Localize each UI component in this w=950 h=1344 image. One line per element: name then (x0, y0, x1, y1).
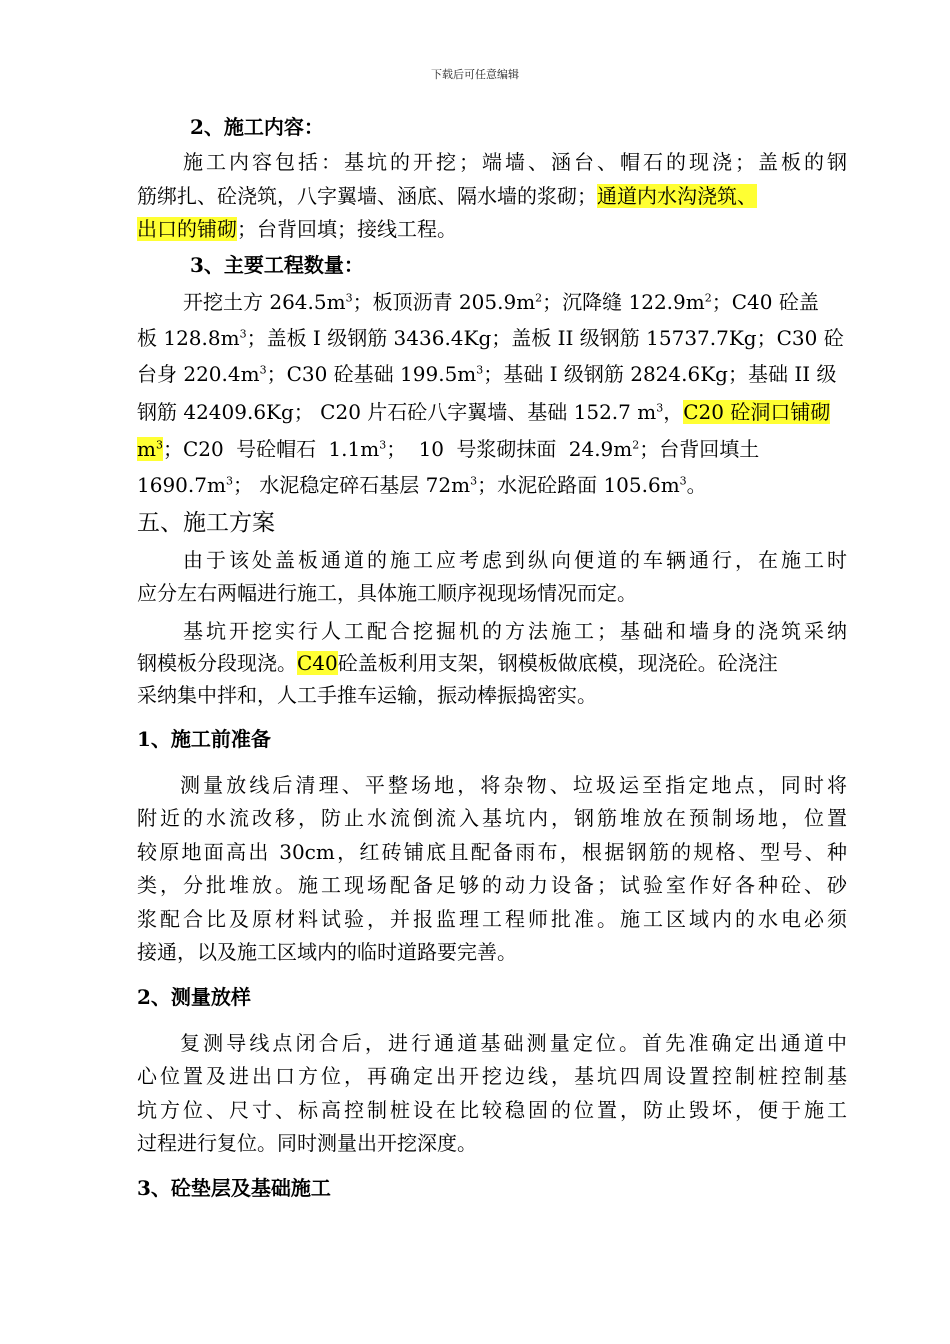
superscript: 3 (379, 438, 387, 452)
paragraph-line (137, 212, 847, 246)
text-run: ； 水泥稳定碎石基层 72m (232, 473, 471, 497)
text-run: ； 10 号浆砌抹面 24.9m (386, 437, 633, 461)
text-run: ；台背回填；接线工程。 (237, 217, 457, 241)
superscript: 2 (632, 438, 640, 452)
text-run: 筋绑扎、砼浇筑，八字翼墙、涵底、隔水墙的浆砌； (137, 184, 597, 208)
paragraph-line (137, 646, 847, 680)
highlighted-text: m (137, 437, 156, 461)
superscript: 3 (239, 327, 247, 341)
quantities-line-3 (137, 357, 847, 391)
text-run: 开挖土方 264.5m (183, 290, 346, 314)
superscript: 3 (656, 401, 664, 415)
text-run: ；板顶沥青 205.9m (352, 290, 536, 314)
section-title-construction-plan: 五、施工方案 (137, 510, 275, 536)
superscript: 3 (225, 474, 233, 488)
paragraph-line: 应分左右两幅进行施工，具体施工顺序视现场情况而定。 (137, 581, 637, 605)
text-run: 钢模板分段现浇。 (137, 651, 297, 675)
paragraph-line: 过程进行复位。同时测量出开挖深度。 (137, 1131, 477, 1155)
superscript: 3 (345, 291, 353, 305)
text-run: ；水泥砼路面 105.6m (477, 473, 680, 497)
quantities-line-1 (183, 285, 847, 319)
heading-survey-layout: 2、测量放样 (137, 985, 251, 1009)
quantities-line-2 (137, 321, 847, 355)
text-run: 。 (686, 473, 707, 497)
highlighted-text: 出口的铺砌 (137, 217, 237, 241)
text-run: ；C20 号砼帽石 1.1m (162, 437, 380, 461)
paragraph-line: 心位置及进出口方位，再确定出开挖边线，基坑四周设置控制桩控制基 (137, 1064, 847, 1088)
paragraph-line: 坑方位、尺寸、标高控制桩设在比较稳固的位置，防止毁坏，便于施工 (137, 1098, 847, 1122)
superscript: 3 (155, 438, 163, 452)
text-run: ；C40 砼盖 (711, 290, 819, 314)
highlighted-text: C40 (297, 651, 338, 675)
text-run: 钢筋 42409.6Kg； C20 片石砼八字翼墙、基础 152.7 m (137, 400, 657, 424)
text-run: ；基础 I 级钢筋 2824.6Kg；基础 II 级 (483, 362, 837, 386)
highlighted-text: C20 砼洞口铺砌 (683, 400, 831, 424)
superscript: 3 (476, 363, 484, 377)
text-run: 板 128.8m (137, 326, 240, 350)
heading-cushion-foundation: 3、砼垫层及基础施工 (137, 1176, 331, 1200)
quantities-line-6 (137, 468, 847, 502)
page-header: 下载后可任意编辑 (431, 68, 519, 81)
paragraph-line: 施工内容包括：基坑的开挖；端墙、涵台、帽石的现浇；盖板的钢 (183, 150, 847, 174)
paragraph-line: 类，分批堆放。施工现场配备足够的动力设备；试验室作好各种砼、砂 (137, 873, 847, 897)
paragraph-line: 复测导线点闭合后，进行通道基础测量定位。首先准确定出通道中 (180, 1031, 847, 1055)
text-run: ；C30 砼基础 199.5m (266, 362, 477, 386)
text-run: ， (663, 400, 684, 424)
paragraph-line: 接通，以及施工区域内的临时道路要完善。 (137, 940, 517, 964)
heading-main-quantities: 3、主要工程数量： (190, 253, 364, 277)
superscript: 3 (470, 474, 478, 488)
text-run: ；沉降缝 122.9m (542, 290, 705, 314)
text-run: ；盖板 I 级钢筋 3436.4Kg；盖板 II 级钢筋 15737.7Kg；C30 砼 (246, 326, 844, 350)
superscript: 2 (535, 291, 543, 305)
quantities-line-5 (137, 432, 847, 466)
superscript: 3 (259, 363, 267, 377)
superscript: 3 (679, 474, 687, 488)
superscript: 2 (704, 291, 712, 305)
paragraph-line: 较原地面高出 30cm，红砖铺底且配备雨布，根据钢筋的规格、型号、种 (137, 840, 847, 864)
paragraph-line: 由于该处盖板通道的施工应考虑到纵向便道的车辆通行，在施工时 (183, 548, 847, 572)
text-run: 1690.7m (137, 473, 226, 497)
heading-preparation: 1、施工前准备 (137, 727, 271, 751)
text-run: 砼盖板利用支架，钢模板做底模，现浇砼。砼浇注 (337, 651, 778, 675)
paragraph-line: 采纳集中拌和，人工手推车运输，振动棒振捣密实。 (137, 683, 597, 707)
heading-construction-content: 2、施工内容： (190, 115, 324, 139)
paragraph-line (137, 179, 847, 213)
paragraph-line: 浆配合比及原材料试验，并报监理工程师批准。施工区域内的水电必须 (137, 907, 847, 931)
paragraph-line: 基坑开挖实行人工配合挖掘机的方法施工；基础和墙身的浇筑采纳 (183, 619, 847, 643)
quantities-line-4 (137, 395, 847, 429)
highlighted-text: 通道内水沟浇筑、 (597, 184, 757, 208)
text-run: 台身 220.4m (137, 362, 260, 386)
text-run: ；台背回填土 (639, 437, 760, 461)
paragraph-line: 测量放线后清理、平整场地，将杂物、垃圾运至指定地点，同时将 (180, 773, 847, 797)
paragraph-line: 附近的水流改移，防止水流倒流入基坑内，钢筋堆放在预制场地，位置 (137, 806, 847, 830)
